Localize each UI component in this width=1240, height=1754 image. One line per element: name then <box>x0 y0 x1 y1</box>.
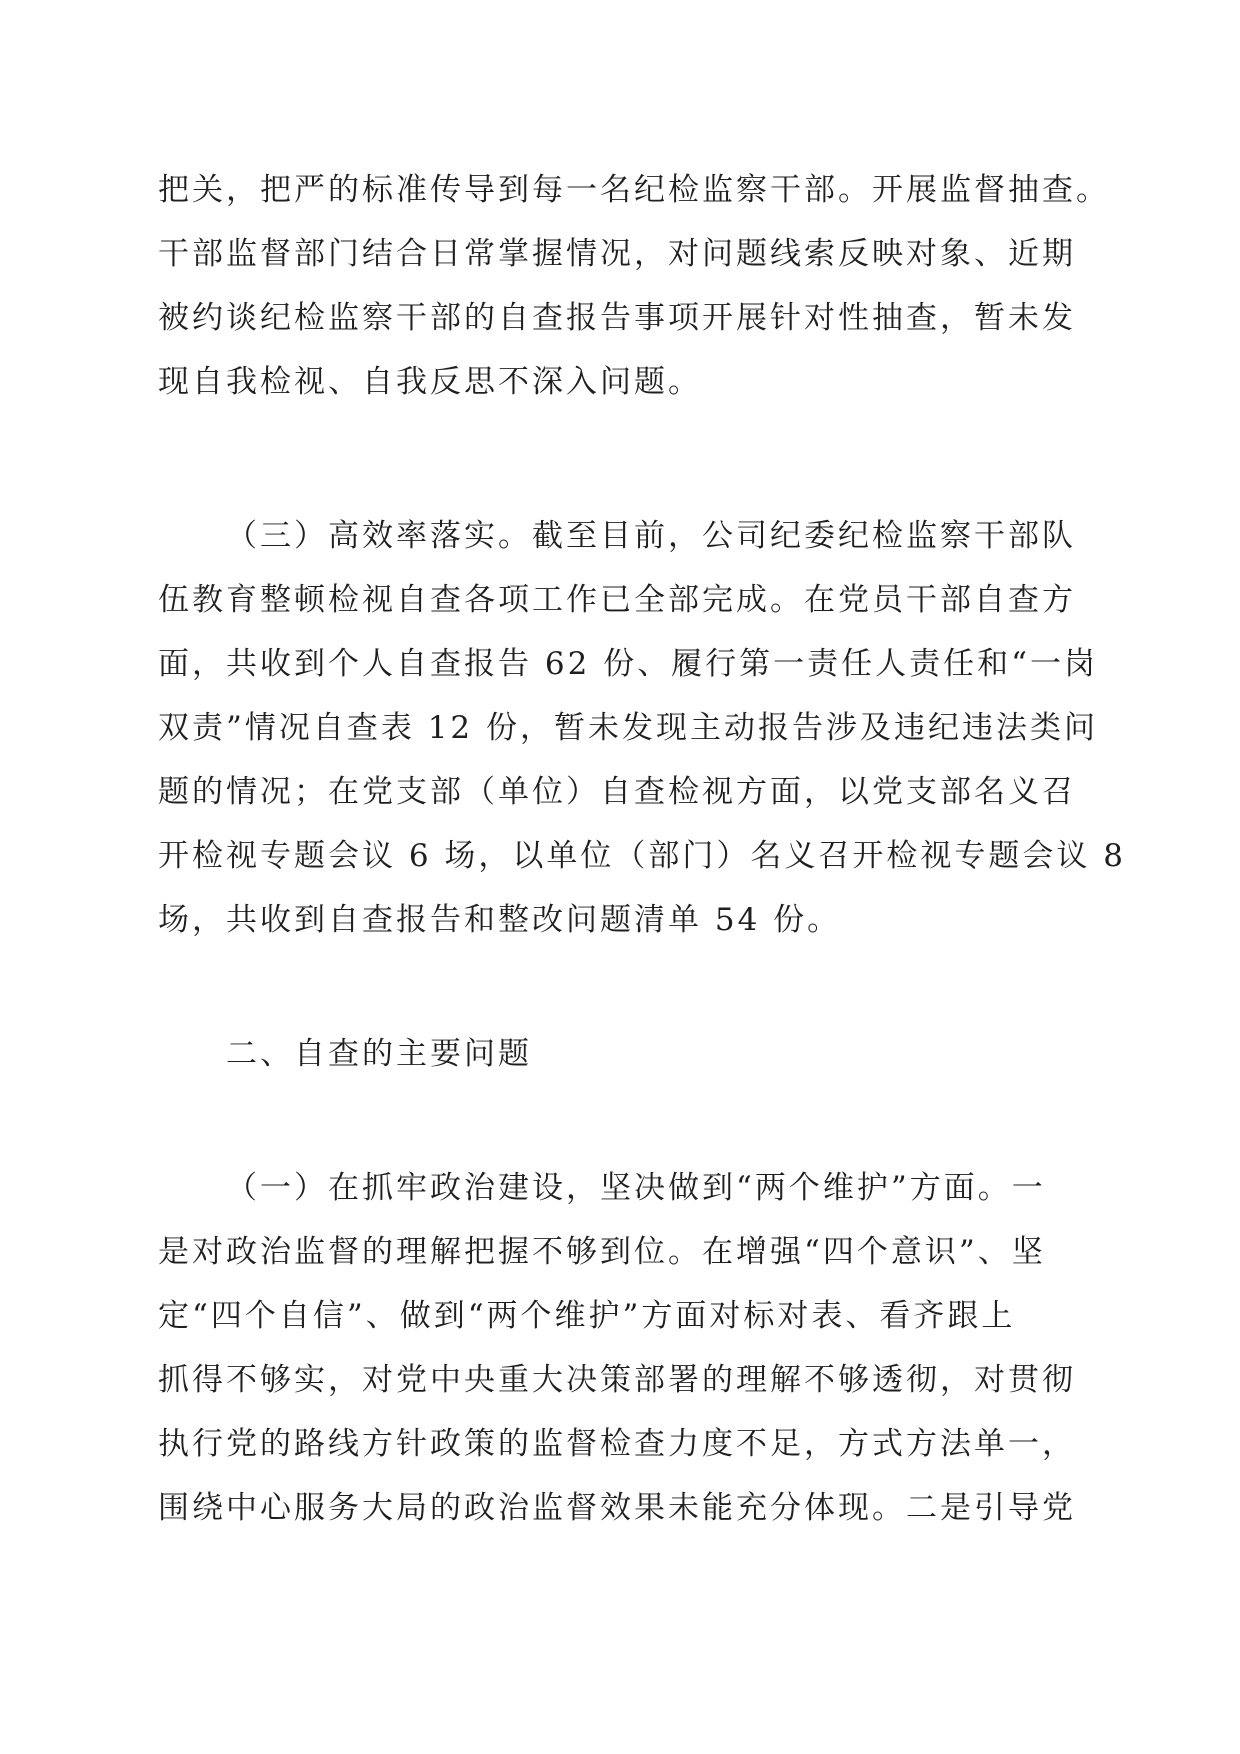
text-line: （一）在抓牢政治建设，坚决做到“两个维护”方面。一 <box>226 1170 1046 1206</box>
text-line: （三）高效率落实。截至目前，公司纪委纪检监察干部队 <box>226 518 1076 554</box>
text-line: 围绕中心服务大局的政治监督效果未能充分体现。二是引导党 <box>158 1490 1076 1526</box>
text-line: 双责”情况自查表 12 份，暂未发现主动报告涉及违纪违法类问 <box>158 710 1098 746</box>
text-line: 场，共收到自查报告和整改问题清单 54 份。 <box>158 902 842 938</box>
text-line: 开检视专题会议 6 场，以单位（部门）名义召开检视专题会议 8 <box>158 838 1127 874</box>
text-line: 伍教育整顿检视自查各项工作已全部完成。在党员干部自查方 <box>158 582 1076 618</box>
text-line: 面，共收到个人自查报告 62 份、履行第一责任人责任和“一岗 <box>158 646 1098 682</box>
text-line: 被约谈纪检监察干部的自查报告事项开展针对性抽查，暂未发 <box>158 300 1076 336</box>
text-line: 干部监督部门结合日常掌握情况，对问题线索反映对象、近期 <box>158 236 1076 272</box>
text-line: 是对政治监督的理解把握不够到位。在增强“四个意识”、坚 <box>158 1234 1046 1270</box>
text-line: 执行党的路线方针政策的监督检查力度不足，方式方法单一， <box>158 1426 1076 1462</box>
text-line: 抓得不够实，对党中央重大决策部署的理解不够透彻，对贯彻 <box>158 1362 1076 1398</box>
text-line: 把关，把严的标准传导到每一名纪检监察干部。开展监督抽查。 <box>158 172 1110 208</box>
section-heading: 二、自查的主要问题 <box>226 1036 532 1072</box>
text-line: 现自我检视、自我反思不深入问题。 <box>158 364 702 400</box>
text-line: 题的情况；在党支部（单位）自查检视方面，以党支部名义召 <box>158 774 1076 810</box>
text-line: 定“四个自信”、做到“两个维护”方面对标对表、看齐跟上 <box>158 1298 1016 1334</box>
